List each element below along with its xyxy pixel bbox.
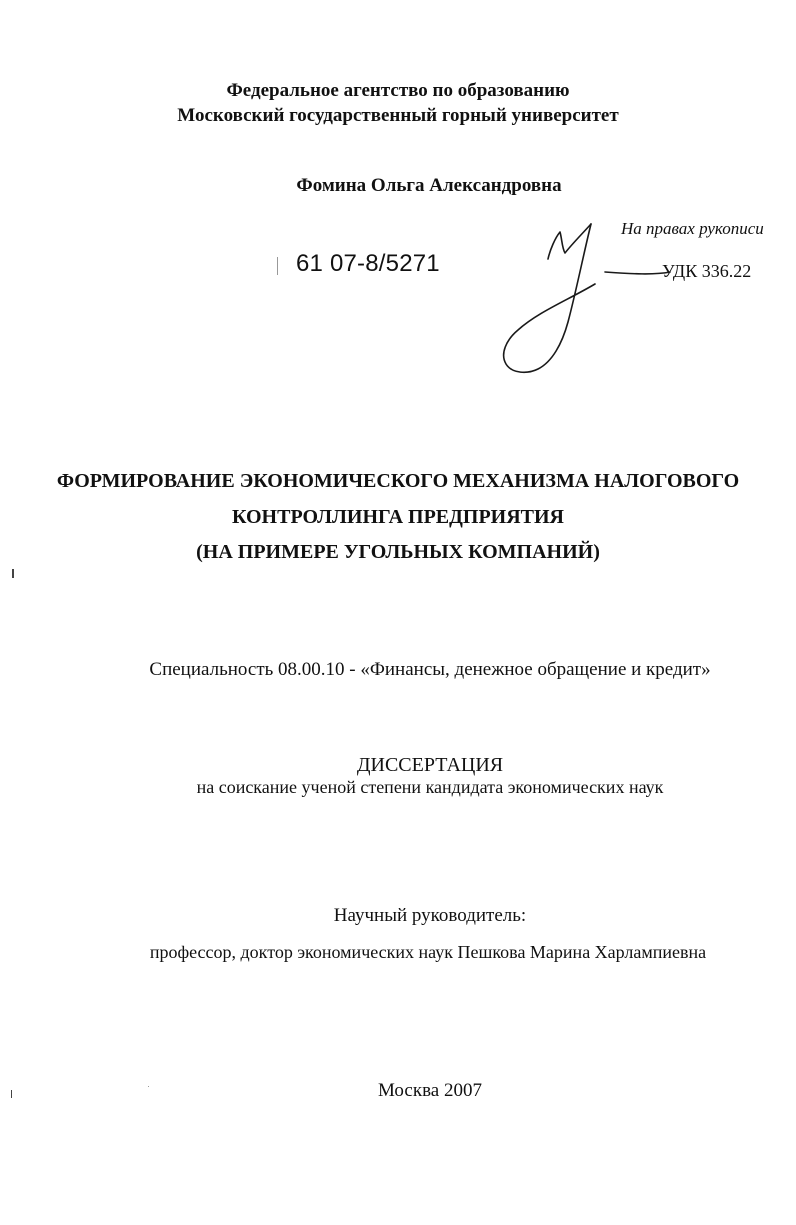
agency-name: Федеральное агентство по образованию <box>226 80 570 101</box>
scan-speck <box>11 1090 12 1098</box>
title-line-1: ФОРМИРОВАНИЕ ЭКОНОМИЧЕСКОГО МЕХАНИЗМА НАЛОГОВОГО <box>56 470 740 492</box>
manuscript-rights-note: На правах рукописи <box>621 219 764 238</box>
scan-speck <box>277 257 278 275</box>
author-name: Фомина Ольга Александровна <box>296 175 562 196</box>
supervisor-name: профессор, доктор экономических наук Пешкова Марина Харлампиевна <box>149 942 707 962</box>
archive-number: 61 07-8/5271 <box>296 250 440 277</box>
city-year: Москва 2007 <box>378 1080 482 1101</box>
title-line-3: (НА ПРИМЕРЕ УГОЛЬНЫХ КОМПАНИЙ) <box>196 541 600 563</box>
supervisor-label: Научный руководитель: <box>333 905 527 926</box>
title-line-2: КОНТРОЛЛИНГА ПРЕДПРИЯТИЯ <box>231 506 564 528</box>
degree-purpose: на соискание ученой степени кандидата экономических наук <box>196 777 664 797</box>
scan-speck <box>12 569 14 578</box>
udk-code: УДК 336.22 <box>662 261 752 281</box>
specialty: Специальность 08.00.10 - «Финансы, денежное обращение и кредит» <box>149 659 711 680</box>
university-name: Московский государственный горный университет <box>177 105 619 126</box>
handwritten-signature <box>492 212 677 377</box>
degree-type: ДИССЕРТАЦИЯ <box>356 754 504 776</box>
scan-speck <box>148 1086 149 1087</box>
